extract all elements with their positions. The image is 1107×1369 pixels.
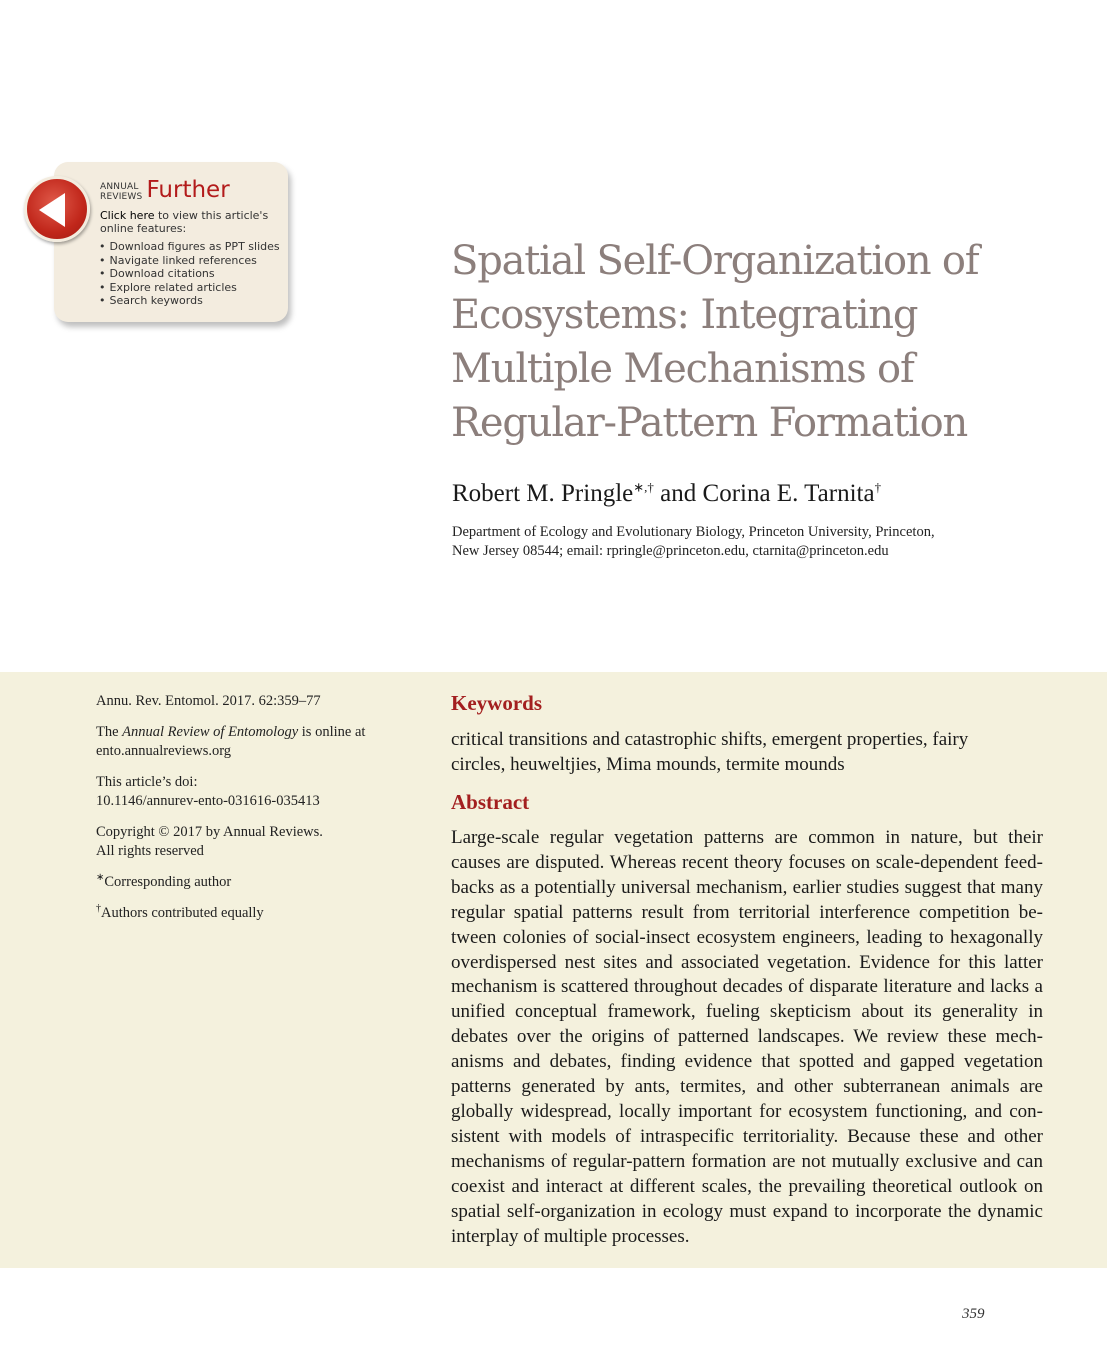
equal-mark: † [96, 903, 101, 915]
further-feature-list [99, 240, 280, 308]
abstract-text: Large-scale regular vegetation patterns are common in nature, but their causes are disputed. Whereas recent theory focuses on scale-dependent feedbacks as a potentially universal mechanism, earlier studies suggest that many regular spatial patterns result from territorial interference competition between colonies of social-insect ecosystem engineers, leading to hexagonally overdispersed nest sites and associated vegetation. Evidence for this latter mechanism is scattered throughout decades of disparate literature and lacks a unified conceptual framework, fueling skepticism about its generality in debates over the origins of patterned landscapes. We review these mechanisms and debates, finding evidence that spotted and gapped vegetation patterns generated by ants, termites, and other subterranean animals are globally widespread, locally important for ecosystem functioning, and consistent with models of intraspecific territoriality. Because these and other mechanisms of regular-pattern formation are not mutually exclusive and can coexist and interact at different scales, the prevailing theoretical outlook on spatial self-organization in ecology must expand to incorporate the dynamic interplay of multiple processes. [451, 827, 1043, 1247]
affiliation-line: New Jersey 08544; email: rpringle@princeton.edu, ctarnita@princeton.edu [452, 543, 889, 559]
online-suffix: is online at [298, 724, 366, 740]
corresponding-author-note [96, 873, 396, 892]
feature-download-citations[interactable]: • Download citations [99, 267, 280, 281]
equal-text: Authors contributed equally [101, 905, 264, 921]
journal-url[interactable]: ento.annualreviews.org [96, 743, 232, 759]
logo-line-reviews: REVIEWS [100, 192, 143, 202]
further-intro-text: to view this article's online features: [100, 209, 269, 235]
affiliation-line: Department of Ecology and Evolutionary Biology, Princeton University, Princeton, [452, 524, 935, 540]
article-authors [452, 479, 881, 509]
feature-related-articles[interactable]: • Explore related articles [99, 281, 280, 295]
title-line: Spatial Self-Organization of [451, 238, 979, 284]
author-tarnita-marks: † [874, 479, 882, 495]
journal-name: Annual Review of Entomology [122, 724, 299, 740]
online-prefix: The [96, 724, 123, 740]
corr-mark: ∗ [96, 872, 105, 884]
feature-download-figures[interactable]: • Download figures as PPT slides [99, 240, 280, 254]
copyright: Copyright © 2017 by Annual Reviews. [96, 824, 323, 840]
logo-line-annual: ANNUAL [100, 182, 139, 192]
further-title: Further [146, 177, 230, 203]
author-tarnita: Corina E. Tarnita [702, 480, 875, 507]
feature-search-keywords[interactable]: • Search keywords [99, 294, 280, 308]
equal-contribution-note [96, 904, 396, 923]
citation: Annu. Rev. Entomol. 2017. 62:359–77 [96, 693, 321, 709]
further-intro [100, 209, 280, 235]
abstract-heading: Abstract [451, 790, 530, 814]
annual-reviews-logo [100, 182, 142, 202]
doi-label: This article’s doi: [96, 774, 198, 790]
doi-info [96, 773, 396, 811]
copyright-info [96, 823, 396, 861]
author-pringle: Robert M. Pringle [452, 480, 634, 507]
rights: All rights reserved [96, 843, 204, 859]
title-line: Multiple Mechanisms of [451, 346, 914, 392]
article-title [451, 234, 1051, 450]
page-number: 359 [962, 1306, 985, 1322]
doi-value[interactable]: 10.1146/annurev-ento-031616-035413 [96, 793, 320, 809]
article-metadata [96, 692, 396, 935]
keywords-text: critical transitions and catastrophic shifts, emergent properties, fairy circles, heuweltjies, Mima mounds, termite mounds [451, 729, 969, 775]
further-header [100, 178, 230, 202]
authors-and: and [653, 480, 703, 507]
author-affiliation [452, 523, 1012, 561]
online-info [96, 723, 396, 761]
back-arrow-icon[interactable] [24, 176, 90, 242]
click-here-link[interactable]: Click here [100, 209, 155, 222]
title-line: Regular-Pattern Formation [451, 400, 968, 446]
corr-text: Corresponding author [104, 874, 232, 890]
feature-linked-references[interactable]: • Navigate linked references [99, 254, 280, 268]
keywords-heading: Keywords [451, 691, 542, 715]
title-line: Ecosystems: Integrating [451, 292, 918, 338]
author-pringle-marks: ∗,† [633, 479, 654, 495]
